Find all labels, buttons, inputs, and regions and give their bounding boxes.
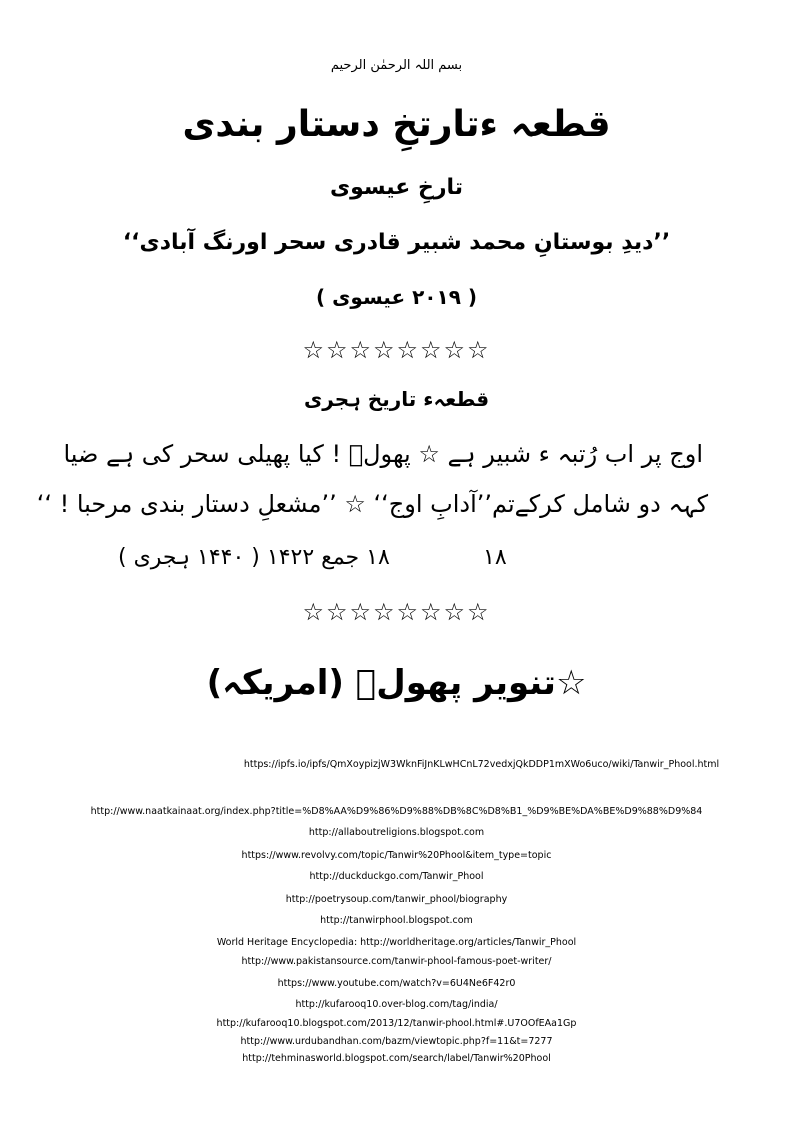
- page-title: قطعہ ءتارتخِ دستار بندی: [182, 104, 611, 145]
- reference-link[interactable]: http://kufarooq10.blogspot.com/2013/12/tanwir-phool.html#.U7OOfEAa1Gp: [216, 1018, 577, 1029]
- hijri-date: ۱۸ جمع ۱۴۲۲ ( ۱۴۴۰ ہجری ): [118, 545, 390, 570]
- reference-link[interactable]: https://www.revolvy.com/topic/Tanwir%20Phool&item_type=topic: [241, 850, 552, 861]
- hijri-date-number: ۱۸: [483, 545, 507, 570]
- bismillah: بسم اللہ الرحمٰن الرحیم: [330, 58, 463, 73]
- gregorian-year: ( ۲۰۱۹ عیسوی ): [315, 285, 478, 309]
- reference-link[interactable]: http://www.naatkainaat.org/index.php?title=%D8%AA%D9%86%D9%88%DB%8C%D8%B1_%D9%BE%DA%BE%D9%88%D9%84: [90, 806, 703, 817]
- reference-link[interactable]: https://ipfs.io/ipfs/QmXoypizjW3WknFiJnKLwHCnL72vedxjQkDDP1mXWo6uco/wiki/Tanwir_Phool.html: [243, 759, 720, 770]
- verse-line-2: کہہ دو شامل کرکےتم’’آدابِ اوج‘‘ ☆ ’’مشعلِ دستار بندی مرحبا ! ‘‘: [36, 490, 708, 518]
- book-quote: ’’دیدِ بوستانِ محمد شبیر قادری سحر اورنگ آبادی‘‘: [122, 230, 671, 255]
- reference-link[interactable]: http://tanwirphool.blogspot.com: [320, 915, 473, 926]
- reference-link[interactable]: http://kufarooq10.over-blog.com/tag/india/: [295, 999, 498, 1010]
- reference-link[interactable]: http://allaboutreligions.blogspot.com: [308, 827, 485, 838]
- reference-link[interactable]: http://www.urdubandhan.com/bazm/viewtopic.php?f=11&t=7277: [240, 1036, 553, 1047]
- hijri-subtitle: قطعہء تاریخ ہجری: [303, 387, 490, 411]
- star-separator: ☆☆☆☆☆☆☆☆: [302, 336, 491, 364]
- reference-link[interactable]: http://poetrysoup.com/tanwir_phool/biography: [285, 894, 508, 905]
- reference-link[interactable]: World Heritage Encyclopedia: http://worldheritage.org/articles/Tanwir_Phool: [216, 937, 577, 948]
- author-signature: ☆تنویر پھولؔ (امریکہ): [206, 663, 587, 703]
- reference-link[interactable]: http://duckduckgo.com/Tanwir_Phool: [309, 871, 484, 882]
- reference-link[interactable]: http://tehminasworld.blogspot.com/search/label/Tanwir%20Phool: [242, 1053, 551, 1064]
- reference-link[interactable]: https://www.youtube.com/watch?v=6U4Ne6F42r0: [277, 978, 516, 989]
- verse-line-1: اوج پر اب رُتبہ ء شبیر ہے ☆ پھولؔ ! کیا پھیلی سحر کی ہے ضیا: [63, 440, 703, 468]
- star-separator: ☆☆☆☆☆☆☆☆: [302, 598, 491, 626]
- gregorian-subtitle: تارخِ عیسوی: [329, 175, 464, 200]
- reference-link[interactable]: http://www.pakistansource.com/tanwir-phool-famous-poet-writer/: [241, 956, 552, 967]
